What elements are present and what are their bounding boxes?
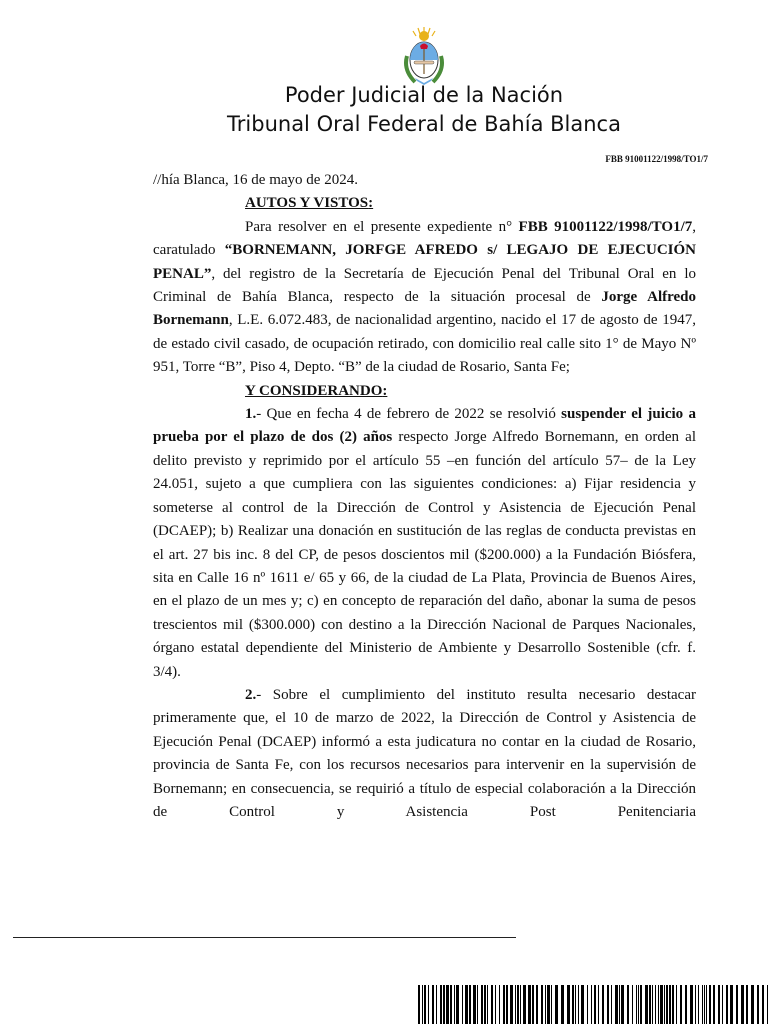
paragraph-vistos: Para resolver en el presente expediente n° FBB 91001122/1998/TO1/7, caratulado “BORNEMANN, JORFGE AFREDO s/ LEGAJO DE EJECUCIÓN PENAL”, del registro de la Secretaría de Ejecución Penal del Tribunal Oral en lo Criminal de Bahía Blanca, respecto de la situación procesal de Jorge Alfredo Bornemann, L.E. 6.072.483, de nacionalidad argentino, nacido el 17 de agosto de 1947, de estado civil casado, de ocupación retirado, con domicilio real calle sito 1° de Mayo Nº 951, Torre “B”, Piso 4, Depto. “B” de la ciudad de Rosario, Santa Fe; — [153, 218, 696, 376]
file-reference: FBB 91001122/1998/TO1/7 — [605, 154, 708, 164]
paragraph-2: 2.- Sobre el cumplimiento del instituto resulta necesario destacar primeramente que, el 10 de marzo de 2022, la Dirección de Control y Asistencia de Ejecución Penal (DCAEP) informó a esta judicatura no contar en la ciudad de Rosario, provincia de Santa Fe, con los recursos necesarios para intervenir en la supervisión de Bornemann; en consecuencia, se requirió a título de especial colaboración a la Dirección de Control y Asistencia Post Penitenciaria — [153, 686, 696, 820]
document-body — [153, 169, 696, 824]
barcode-icon — [418, 985, 768, 1024]
coat-of-arms-icon — [401, 26, 447, 86]
date-line: //hía Blanca, 16 de mayo de 2024. — [153, 172, 358, 188]
footer-divider — [13, 937, 516, 938]
paragraph-1: 1.- Que en fecha 4 de febrero de 2022 se resolvió suspender el juicio a prueba por el plazo de dos (2) años respecto Jorge Alfredo Bornemann, en orden al delito previsto y reprimido por el artículo 55 –en función del artículo 57– de la Ley 24.051, sujeto a que cumpliera con las siguientes condiciones: a) Fijar residencia y someterse al control de la Dirección de Control y Asistencia de Ejecución Penal (DCAEP); b) Realizar una donación en sustitución de las reglas de conducta previstas en el art. 27 bis inc. 8 del CP, de pesos doscientos mil ($200.000) a la Fundación Biósfera, sita en Calle 16 nº 1611 e/ 65 y 66, de la ciudad de La Plata, Provincia de Buenos Aires, en el plazo de un mes y; c) en concepto de reparación del daño, abonar la suma de pesos trescientos mil ($300.000) con destino a la Dirección Nacional de Parques Nacionales, órgano estatal dependiente del Ministerio de Ambiente y Desarrollo Sostenible (cfr. f. 3/4). — [153, 406, 696, 680]
considerando-heading: Y CONSIDERANDO: — [245, 382, 388, 399]
court-subtitle: Tribunal Oral Federal de Bahía Blanca — [227, 112, 621, 136]
autos-heading: AUTOS Y VISTOS: — [245, 195, 374, 212]
court-title: Poder Judicial de la Nación — [284, 83, 564, 107]
